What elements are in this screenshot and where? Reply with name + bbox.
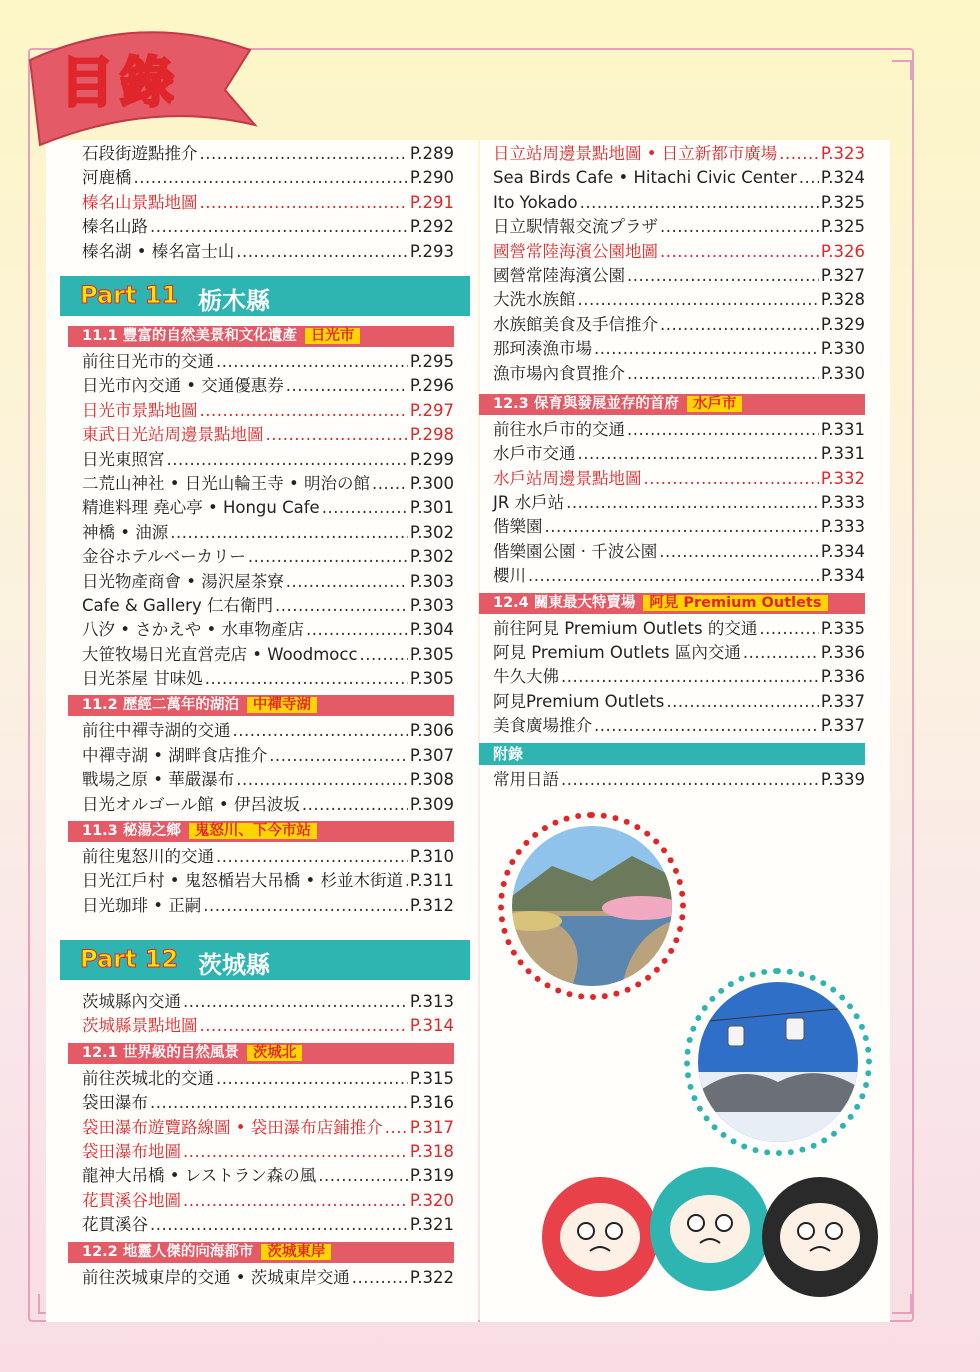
entry-title: 石段街遊點推介 (82, 144, 198, 163)
section-title: 12.2 地靈人傑的向海都市 (82, 1243, 254, 1260)
entry-title: 龍神大吊橋 • レストラン森の風 (82, 1166, 317, 1186)
page-number: P.331 (820, 419, 865, 439)
entry-title: 八汐 • さかえや • 水車物產店 (82, 620, 304, 640)
section-title: 11.2 歷經二萬年的湖泊 (82, 697, 239, 714)
entry-list (493, 617, 865, 739)
entry-title: 前往鬼怒川的交通 (82, 847, 214, 867)
leader-dots (660, 313, 819, 337)
toc-entry[interactable] (493, 264, 865, 288)
toc-entry[interactable] (82, 191, 454, 215)
entry-title: 櫻川 (493, 566, 526, 586)
leader-dots (405, 869, 408, 893)
toc-entry[interactable] (82, 1266, 454, 1290)
toc-entry[interactable] (82, 1140, 454, 1164)
page-number: P.314 (409, 1016, 454, 1036)
leader-dots (659, 540, 819, 564)
toc-entry[interactable] (493, 362, 865, 386)
page-number: P.304 (409, 620, 454, 640)
toc-entry[interactable] (82, 1091, 454, 1115)
page-number: P.311 (409, 871, 454, 891)
entry-title: 金谷ホテルベーカリー (82, 547, 246, 567)
entry-title: 偕樂園公園 · 千波公園 (493, 541, 658, 561)
entry-title: 前往茨城東岸的交通 • 茨城東岸交通 (82, 1267, 350, 1287)
toc-entry[interactable] (82, 744, 454, 768)
toc-entry[interactable] (493, 690, 865, 714)
page-number: P.325 (820, 217, 865, 237)
entry-title: 日光珈琲 • 正嗣 (82, 895, 202, 915)
leader-dots (170, 521, 408, 545)
toc-entry[interactable] (82, 166, 454, 190)
page-number: P.329 (820, 314, 865, 334)
entry-title: 阿見 Premium Outlets 區內交通 (493, 643, 741, 663)
entry-list (82, 1266, 454, 1290)
page-number: P.330 (820, 363, 865, 383)
entry-title: 袋田瀑布 (82, 1093, 148, 1113)
page-number: P.303 (409, 571, 454, 591)
toc-entry[interactable] (493, 191, 865, 215)
entry-title: 日光市景點地圖 (82, 400, 198, 420)
leader-dots (167, 448, 408, 472)
leader-dots (385, 1116, 408, 1140)
leader-dots (248, 545, 408, 569)
page-number: P.337 (820, 716, 865, 736)
toc-entry[interactable] (82, 869, 454, 893)
page-number: P.302 (409, 522, 454, 542)
leader-dots (200, 191, 408, 215)
entry-title: 日光オルゴール館 • 伊呂波坂 (82, 794, 300, 814)
entry-title: 前往茨城北的交通 (82, 1068, 214, 1088)
section-header (68, 1043, 454, 1064)
page-number: P.305 (409, 669, 454, 689)
leader-dots (200, 142, 408, 166)
leader-dots (627, 418, 819, 442)
page-number: P.299 (409, 449, 454, 469)
leader-dots (183, 990, 408, 1014)
leader-dots (322, 496, 408, 520)
toc-entry[interactable] (493, 768, 865, 792)
page-number: P.335 (820, 618, 865, 638)
section-highlight: 中禪寺湖 (247, 697, 317, 713)
entry-title: 日光物產商會 • 湯沢屋茶寮 (82, 571, 284, 591)
page-number: P.303 (409, 595, 454, 615)
entry-title: 水戶站周邊景點地圖 (493, 468, 642, 488)
toc-entry[interactable] (82, 215, 454, 239)
toc-entry[interactable] (493, 714, 865, 738)
leader-dots (528, 564, 819, 588)
leader-dots (779, 142, 819, 166)
entry-title: JR 水戶站 (493, 493, 565, 513)
toc-left-part11 (82, 322, 454, 918)
entry-title: 常用日語 (493, 769, 559, 789)
page-number: P.321 (409, 1215, 454, 1235)
page-number: P.297 (409, 400, 454, 420)
toc-entry[interactable] (493, 240, 865, 264)
entry-title: 大洗水族館 (493, 290, 576, 310)
page-number: P.289 (409, 144, 454, 163)
section-highlight: 鬼怒川、下今市站 (189, 823, 317, 839)
page-number: P.300 (409, 473, 454, 493)
toc-entry[interactable] (82, 719, 454, 743)
page-number: P.310 (409, 847, 454, 867)
toc-entry[interactable] (82, 1164, 454, 1188)
frame-corner (892, 1294, 912, 1314)
leader-dots (236, 768, 408, 792)
toc-entry[interactable] (82, 240, 454, 264)
entry-title: 榛名湖 • 榛名富士山 (82, 241, 235, 261)
leader-dots (545, 515, 819, 539)
leader-dots (233, 719, 408, 743)
leader-dots (580, 191, 819, 215)
entry-title: 河鹿橋 (82, 168, 132, 188)
toc-entry[interactable] (82, 618, 454, 642)
toc-entry[interactable] (493, 142, 865, 166)
page-number: P.318 (409, 1141, 454, 1161)
toc-entry[interactable] (493, 215, 865, 239)
section-header (479, 593, 865, 614)
entry-title: Ito Yokado (493, 192, 578, 212)
toc-entry[interactable] (82, 643, 454, 667)
toc-entry[interactable] (82, 472, 454, 496)
leader-dots (360, 643, 408, 667)
section-header (68, 695, 454, 716)
toc-right (493, 142, 865, 792)
entry-title: 二荒山神社 • 日光山輪王寺 • 明治の館 (82, 473, 370, 493)
entry-title: 花貫溪谷 (82, 1215, 148, 1235)
entry-title: 前往中禪寺湖的交通 (82, 721, 231, 741)
section-header (68, 1242, 454, 1263)
leader-dots (566, 491, 819, 515)
entry-title: 前往阿見 Premium Outlets 的交通 (493, 618, 758, 638)
leader-dots (578, 442, 819, 466)
toc-entry[interactable] (493, 288, 865, 312)
section-title: 12.4 關東最大特賣場 (493, 594, 636, 611)
toc-entry[interactable] (82, 1116, 454, 1140)
page-number: P.302 (409, 547, 454, 567)
entry-list (82, 990, 454, 1039)
entry-list (82, 719, 454, 817)
section-highlight: 日光市 (305, 328, 361, 344)
leader-dots (150, 1091, 408, 1115)
page-number: P.326 (820, 241, 865, 261)
part-name: 栃木縣 (198, 287, 270, 315)
page-number: P.308 (409, 770, 454, 790)
entry-title: Cafe & Gallery 仁右衛門 (82, 595, 273, 615)
page-number: P.339 (820, 769, 865, 789)
entry-title: 精進料理 堯心亭 • Hongu Cafe (82, 498, 320, 518)
entry-list (82, 350, 454, 691)
leader-dots (627, 264, 819, 288)
page-number: P.334 (820, 541, 865, 561)
toc-entry[interactable] (82, 423, 454, 447)
leader-dots (200, 1014, 408, 1038)
entry-list (493, 142, 865, 386)
leader-dots (594, 714, 819, 738)
leader-dots (644, 467, 819, 491)
toc-entry[interactable] (82, 374, 454, 398)
entry-title: 榛名山景點地圖 (82, 192, 198, 212)
page-number: P.292 (409, 217, 454, 237)
page-number: P.325 (820, 192, 865, 212)
page-number: P.301 (409, 498, 454, 518)
page-number: P.315 (409, 1068, 454, 1088)
page-number: P.334 (820, 566, 865, 586)
entry-title: 中禪寺湖 • 湖畔食店推介 (82, 745, 268, 765)
page-number: P.296 (409, 376, 454, 396)
toc-entry[interactable] (82, 768, 454, 792)
leader-dots (286, 374, 408, 398)
toc-entry[interactable] (82, 448, 454, 472)
page-number: P.293 (409, 241, 454, 261)
page-number: P.332 (820, 468, 865, 488)
entry-title: 牛久大佛 (493, 667, 559, 687)
leader-dots (183, 1140, 408, 1164)
toc-entry[interactable] (82, 845, 454, 869)
entry-title: 花貫溪谷地圖 (82, 1190, 181, 1210)
toc-entry[interactable] (82, 1189, 454, 1213)
entry-title: 榛名山路 (82, 217, 148, 237)
page-number: P.323 (820, 144, 865, 163)
toc-entry[interactable] (493, 617, 865, 641)
toc-entry[interactable] (82, 1014, 454, 1038)
page-number: P.328 (820, 290, 865, 310)
part-11-banner (60, 276, 470, 316)
page-number: P.327 (820, 265, 865, 285)
section-title: 11.3 秘湯之鄉 (82, 823, 181, 840)
entry-title: 日光市內交通 • 交通優惠券 (82, 376, 284, 396)
toc-left (82, 142, 454, 264)
entry-list (493, 418, 865, 589)
toc-entry[interactable] (82, 521, 454, 545)
page-number: P.307 (409, 745, 454, 765)
leader-dots (318, 1164, 408, 1188)
leader-dots (561, 665, 819, 689)
toc-entry[interactable] (82, 1213, 454, 1237)
leader-dots (594, 337, 819, 361)
toc-entry[interactable] (493, 641, 865, 665)
entry-list (82, 1067, 454, 1238)
page-number: P.312 (409, 895, 454, 915)
leader-dots (200, 399, 408, 423)
entry-title: 前往日光市的交通 (82, 352, 214, 371)
appendix-header: 附錄 (479, 743, 865, 765)
section-highlight: 水戶市 (687, 396, 743, 412)
entry-title: 日光茶屋 甘味処 (82, 669, 203, 689)
toc-entry[interactable] (82, 793, 454, 817)
toc-entry[interactable] (493, 564, 865, 588)
toc-entry[interactable] (82, 894, 454, 918)
entry-title: 美食廣場推介 (493, 716, 592, 736)
page-title: 目錄 (60, 51, 180, 114)
leader-dots (302, 793, 408, 817)
leader-dots (627, 362, 819, 386)
entry-title: Sea Birds Cafe • Hitachi Civic Center (493, 168, 797, 188)
page-number: P.316 (409, 1093, 454, 1113)
page-number: P.298 (409, 425, 454, 445)
entry-title: 戰場之原 • 華嚴瀑布 (82, 770, 235, 790)
entry-title: 日光東照宮 (82, 449, 165, 469)
toc-entry[interactable] (493, 442, 865, 466)
page-number: P.333 (820, 493, 865, 513)
toc-entry[interactable] (82, 570, 454, 594)
entry-title: 漁市場內食買推介 (493, 363, 625, 383)
leader-dots (660, 215, 819, 239)
entry-title: 神橋 • 油源 (82, 522, 169, 542)
toc-entry[interactable] (82, 990, 454, 1014)
page-number: P.313 (409, 992, 454, 1011)
toc-left-part12 (82, 990, 454, 1290)
section-header (68, 326, 454, 347)
leader-dots (666, 690, 818, 714)
section-title: 11.1 豐富的自然美景和文化遺產 (82, 328, 297, 344)
toc-entry[interactable] (82, 667, 454, 691)
toc-entry[interactable] (82, 496, 454, 520)
page-number: P.333 (820, 517, 865, 537)
toc-entry[interactable] (493, 515, 865, 539)
entry-title: 日光江戶村 • 鬼怒楯岩大吊橋 • 杉並木街道 (82, 871, 403, 891)
leader-dots (205, 667, 408, 691)
entry-title: 阿見Premium Outlets (493, 691, 665, 711)
toc-entry[interactable] (82, 545, 454, 569)
entry-list (82, 142, 454, 264)
toc-entry[interactable] (82, 399, 454, 423)
page-number: P.305 (409, 644, 454, 664)
entry-title: 茨城縣景點地圖 (82, 1016, 198, 1036)
page-number: P.336 (820, 643, 865, 663)
entry-title: 日立站周邊景點地圖 • 日立新都市廣場 (493, 144, 778, 163)
leader-dots (286, 570, 408, 594)
page-number: P.309 (409, 794, 454, 814)
leader-dots (183, 1189, 408, 1213)
page-number: P.291 (409, 192, 454, 212)
page-number: P.319 (409, 1166, 454, 1186)
leader-dots (216, 350, 408, 374)
section-header (68, 821, 454, 842)
toc-entry[interactable] (493, 665, 865, 689)
entry-title: 茨城縣內交通 (82, 992, 181, 1011)
page-number: P.295 (409, 352, 454, 371)
toc-entry[interactable] (493, 337, 865, 361)
leader-dots (561, 768, 819, 792)
leader-dots (216, 845, 408, 869)
entry-title: 國營常陸海濱公園 (493, 265, 625, 285)
page-number: P.290 (409, 168, 454, 188)
toc-entry[interactable] (82, 594, 454, 618)
entry-title: 偕樂園 (493, 517, 543, 537)
leader-dots (266, 423, 408, 447)
leader-dots (216, 1067, 408, 1091)
page-number: P.324 (820, 168, 865, 188)
entry-title: 大笹牧場日光直営売店 • Woodmocc (82, 644, 358, 664)
entry-list (493, 768, 865, 792)
entry-title: 水戶市交通 (493, 444, 576, 464)
entry-title: 那珂湊漁市場 (493, 339, 592, 359)
leader-dots (743, 641, 819, 665)
entry-title: 袋田瀑布地圖 (82, 1141, 181, 1161)
toc-entry[interactable] (82, 1067, 454, 1091)
part-label: Part 12 (80, 945, 179, 973)
entry-title: 東武日光站周邊景點地圖 (82, 425, 264, 445)
toc-entry[interactable] (493, 418, 865, 442)
toc-entry[interactable] (493, 467, 865, 491)
leader-dots (372, 472, 408, 496)
page-number: P.330 (820, 339, 865, 359)
entry-title: 袋田瀑布遊覽路線圖 • 袋田瀑布店鋪推介 (82, 1117, 383, 1137)
frame-corner (892, 60, 912, 80)
section-header (479, 394, 865, 415)
page-number: P.336 (820, 667, 865, 687)
entry-title: 前往水戶市的交通 (493, 419, 625, 439)
leader-dots (578, 288, 819, 312)
leader-dots (134, 166, 408, 190)
page-number: P.306 (409, 721, 454, 741)
river-photo (512, 826, 672, 986)
leader-dots (352, 1266, 408, 1290)
leader-dots (150, 215, 408, 239)
part-12-banner (60, 940, 470, 980)
toc-entry[interactable] (493, 491, 865, 515)
leader-dots (799, 166, 819, 190)
leader-dots (236, 240, 408, 264)
section-highlight: 茨城東岸 (261, 1244, 331, 1260)
entry-list (82, 845, 454, 918)
toc-entry[interactable] (493, 540, 865, 564)
page-number: P.337 (820, 691, 865, 711)
daruma-dolls (540, 1165, 880, 1300)
ropeway-photo (698, 982, 858, 1142)
entry-title: 國營常陸海濱公園地圖 (493, 241, 658, 261)
entry-title: 日立駅情報交流プラザ (493, 217, 658, 237)
leader-dots (306, 618, 408, 642)
page-number: P.320 (409, 1190, 454, 1210)
leader-dots (660, 240, 819, 264)
part-name: 茨城縣 (198, 951, 270, 979)
section-title: 12.1 世界級的自然風景 (82, 1044, 239, 1061)
leader-dots (269, 744, 408, 768)
section-title: 12.3 保育與發展並存的首府 (493, 395, 679, 412)
section-highlight: 茨城北 (247, 1045, 303, 1061)
toc-entry[interactable] (82, 350, 454, 374)
leader-dots (150, 1213, 408, 1237)
toc-entry[interactable] (82, 142, 454, 166)
page-number: P.331 (820, 444, 865, 464)
leader-dots (275, 594, 408, 618)
section-highlight: 阿見 Premium Outlets (643, 595, 827, 611)
page-number: P.322 (409, 1267, 454, 1287)
entry-title: 水族館美食及手信推介 (493, 314, 658, 334)
toc-entry[interactable] (493, 313, 865, 337)
part-label: Part 11 (80, 281, 179, 309)
leader-dots (203, 894, 408, 918)
page-number: P.317 (409, 1117, 454, 1137)
toc-entry[interactable] (493, 166, 865, 190)
leader-dots (759, 617, 819, 641)
